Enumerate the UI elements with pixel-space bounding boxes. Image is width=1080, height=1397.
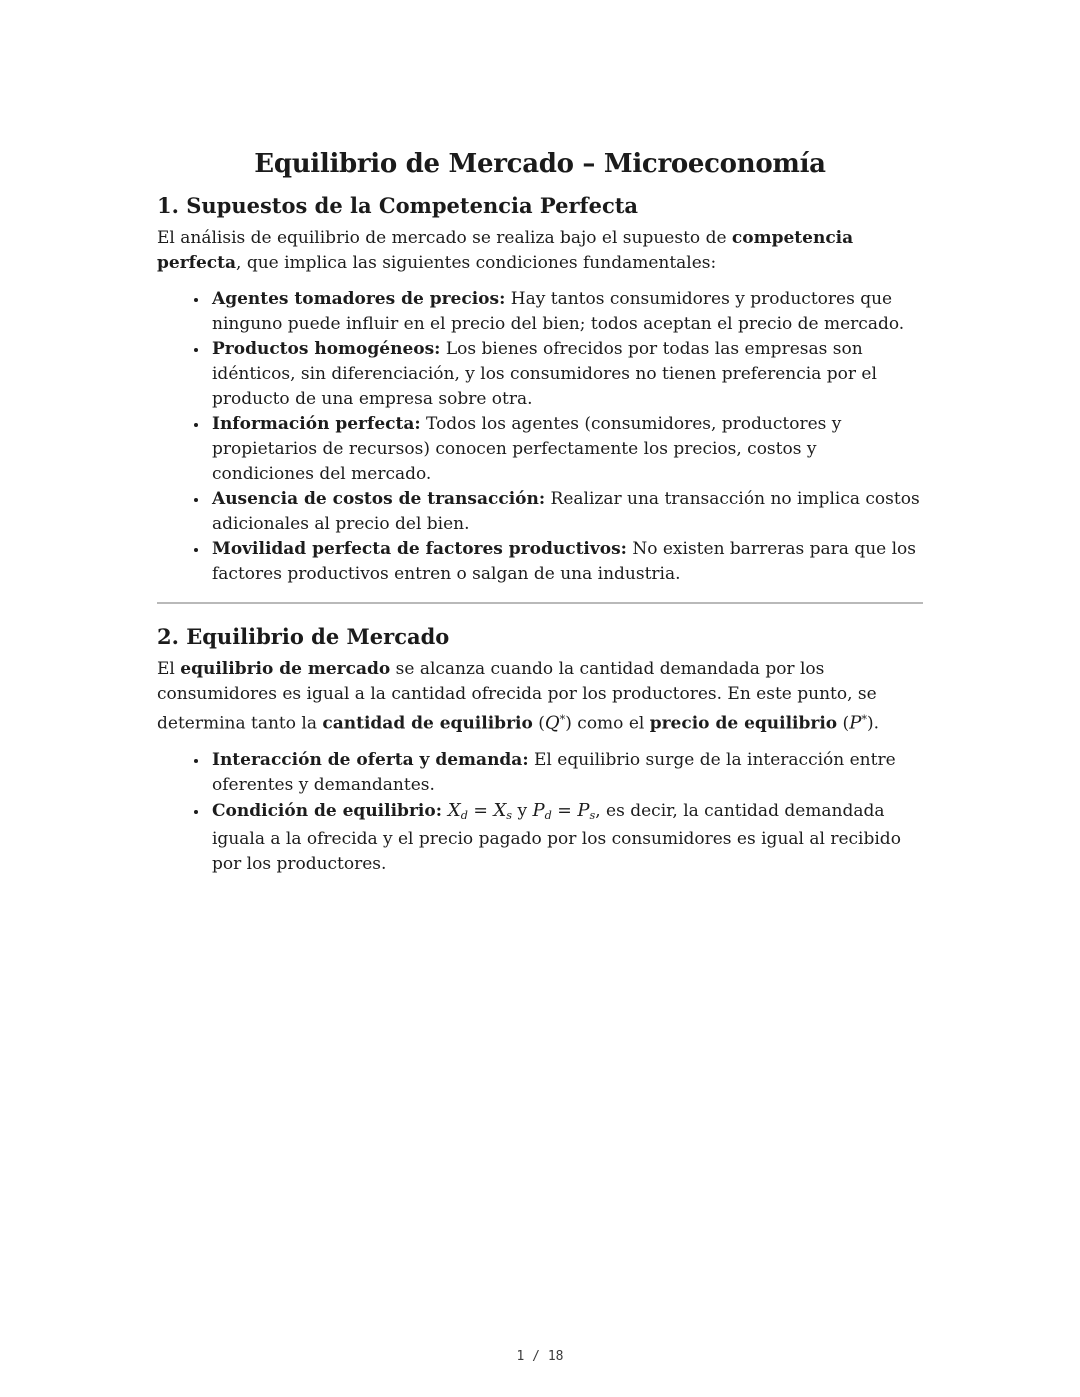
document-content — [157, 148, 923, 877]
section-1-heading: 1. Supuestos de la Competencia Perfecta — [157, 193, 639, 218]
section-1-intro: El análisis de equilibrio de mercado se realiza bajo el supuesto de competencia perfecta, que implica las siguientes condiciones fundamentales: — [157, 228, 854, 273]
section-1-bullet-list — [157, 287, 923, 587]
section-supuestos — [157, 192, 923, 587]
list-item: • Productos homogéneos: Los bienes ofrecidos por todas las empresas son idénticos, sin diferenciación, y los consumidores no tienen preferencia por el producto de una empresa sobre otra. — [209, 337, 923, 412]
list-item: • Información perfecta: Todos los agentes (consumidores, productores y propietarios de recursos) conocen perfectamente los precios, costos y condiciones del mercado. — [209, 412, 923, 487]
document-title: Equilibrio de Mercado – Microeconomía — [254, 149, 826, 179]
list-item: • Movilidad perfecta de factores productivos: No existen barreras para que los factores productivos entren o salgan de una industria. — [209, 537, 923, 587]
section-2-heading: 2. Equilibrio de Mercado — [157, 624, 450, 649]
page-number-indicator: 1 / 18 — [516, 1349, 564, 1364]
section-equilibrio — [157, 623, 923, 877]
section-2-intro: El equilibrio de mercado se alcanza cuando la cantidad demandada por los consumidores es igual a la cantidad ofrecida por los productores. En este punto, se determina tanto la cantidad de equilibrio (Q*) como el precio de equilibrio (P*). — [157, 659, 879, 734]
list-item: • Condición de equilibrio: Xd = Xs y Pd = Ps, es decir, la cantidad demandada iguala a la ofrecida y el precio pagado por los consumidores es igual al recibido por los productores. — [209, 798, 923, 878]
section-2-bullet-list — [157, 748, 923, 878]
list-item: • Agentes tomadores de precios: Hay tantos consumidores y productores que ninguno puede influir en el precio del bien; todos aceptan el precio de mercado. — [209, 287, 923, 337]
list-item: • Interacción de oferta y demanda: El equilibrio surge de la interacción entre oferentes y demandantes. — [209, 748, 923, 798]
section-divider — [157, 602, 923, 604]
list-item: • Ausencia de costos de transacción: Realizar una transacción no implica costos adicionales al precio del bien. — [209, 487, 923, 537]
